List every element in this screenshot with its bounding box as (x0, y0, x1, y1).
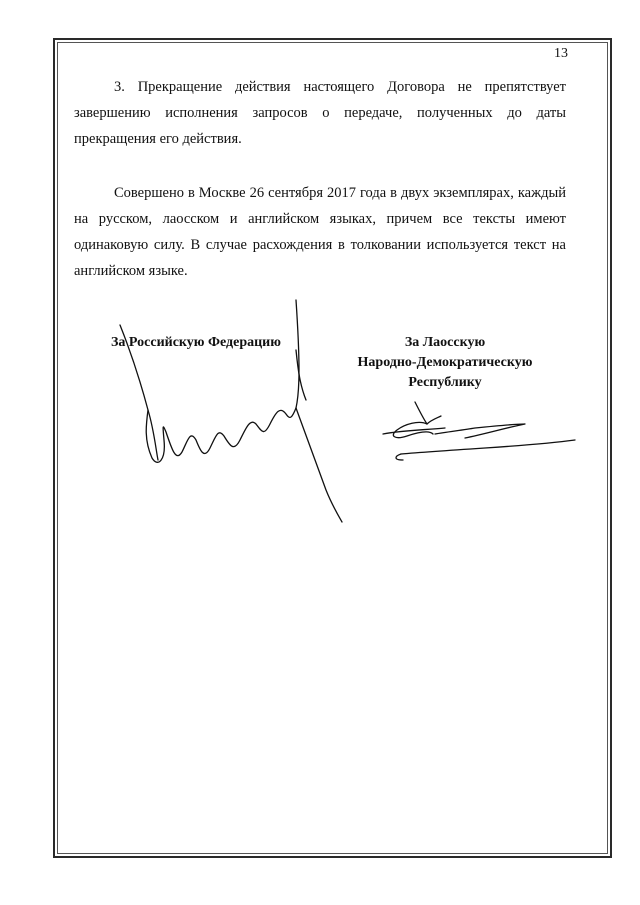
paragraph-termination: 3. Прекращение действия настоящего Договора не препятствует завершению исполнения запросов о передаче, полученных до даты прекращения его действия. (74, 79, 566, 147)
signature-caption-line: Республику (408, 375, 482, 390)
signature-caption-line: За Лаосскую (404, 335, 486, 350)
signature-caption-line: Народно-Демократическую (357, 355, 533, 370)
signature-caption-laos (340, 333, 550, 393)
signature-caption-line: За Российскую Федерацию (111, 335, 281, 350)
paragraph-done-at: Совершено в Москве 26 сентября 2017 года в двух экземплярах, каждый на русском, лаосском и английском языках, причем все тексты имеют одинаковую силу. В случае расхождения в толковании используется текст на английском языке. (74, 185, 566, 279)
signature-laos-handwritten (375, 390, 585, 470)
page-number: 13 (554, 46, 568, 61)
signature-russia-handwritten (100, 300, 360, 530)
